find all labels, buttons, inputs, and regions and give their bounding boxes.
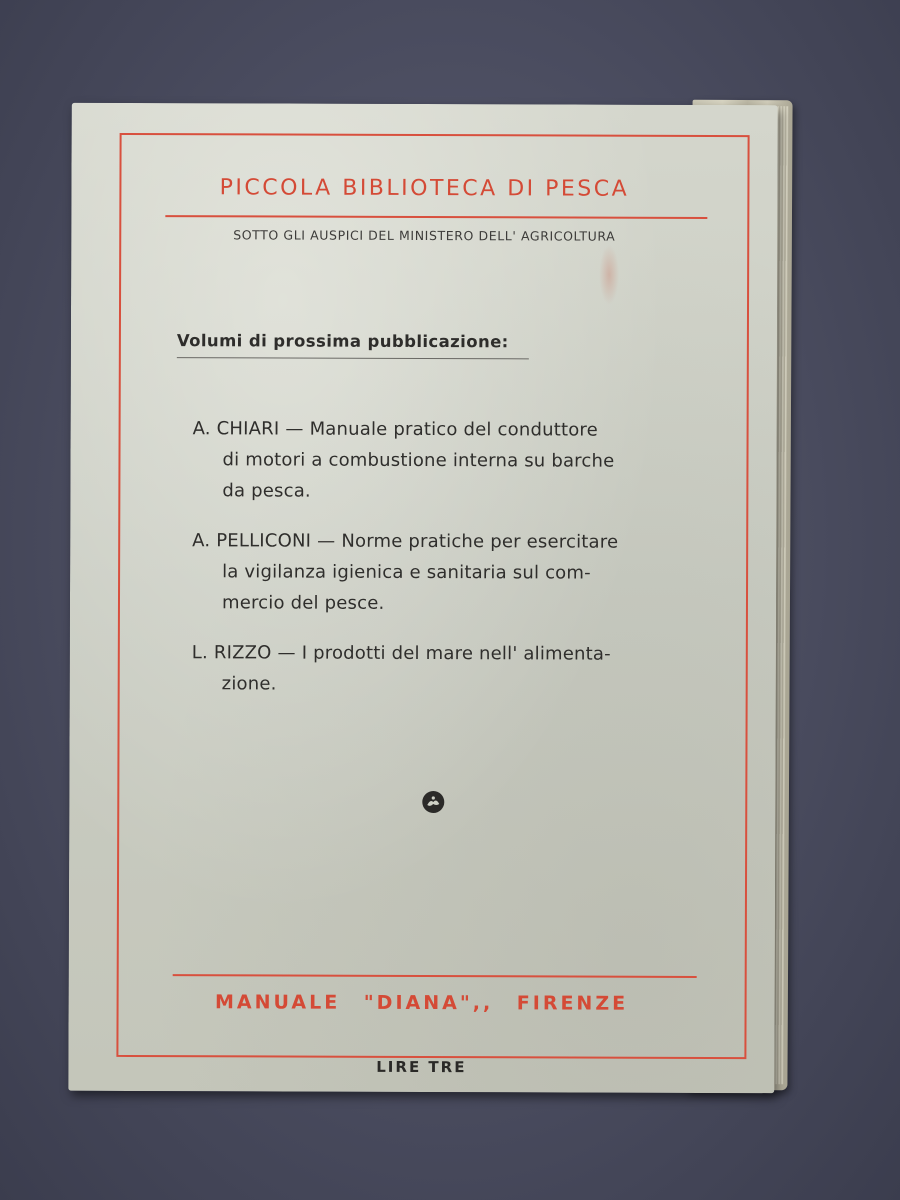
entry-author: A. PELLICONI bbox=[192, 530, 312, 552]
list-item bbox=[192, 637, 722, 701]
entry-author: L. RIZZO bbox=[191, 642, 272, 664]
entry-dash: — bbox=[285, 418, 304, 440]
entry-title-line: di motori a combustione interna su barche bbox=[222, 449, 615, 472]
entry-title-line: da pesca. bbox=[222, 480, 311, 502]
entry-title-line: la vigilanza igienica e sanitaria sul com- bbox=[222, 561, 591, 584]
list-item bbox=[192, 525, 722, 620]
subtitle: SOTTO GLI AUSPICI DEL MINISTERO DELL' AGRICOLTURA bbox=[233, 227, 616, 244]
entry-first-line bbox=[192, 637, 722, 670]
price-label: LIRE TRE bbox=[376, 1057, 467, 1077]
section-heading: Volumi di prossima pubblicazione: bbox=[176, 331, 509, 352]
entry-first-line bbox=[192, 525, 722, 558]
entry-title-line: mercio del pesce. bbox=[221, 592, 385, 614]
series-title: PICCOLA BIBLIOTECA DI PESCA bbox=[219, 175, 630, 202]
publisher-emblem-icon bbox=[421, 790, 445, 814]
list-item bbox=[192, 413, 722, 508]
entry-title-line: I prodotti del mare nell' alimenta- bbox=[301, 642, 611, 665]
entry-title-line: Manuale pratico del conduttore bbox=[309, 418, 598, 441]
entry-title-line: zione. bbox=[221, 673, 277, 695]
publisher-line: MANUALE "DIANA",, FIRENZE bbox=[215, 991, 629, 1015]
entry-dash: — bbox=[277, 642, 296, 664]
entry-title-line: Norme pratiche per esercitare bbox=[341, 530, 619, 553]
book-back-cover bbox=[68, 103, 777, 1093]
entry-author: A. CHIARI bbox=[192, 418, 280, 440]
entry-first-line bbox=[193, 413, 723, 446]
entry-dash: — bbox=[317, 530, 336, 552]
